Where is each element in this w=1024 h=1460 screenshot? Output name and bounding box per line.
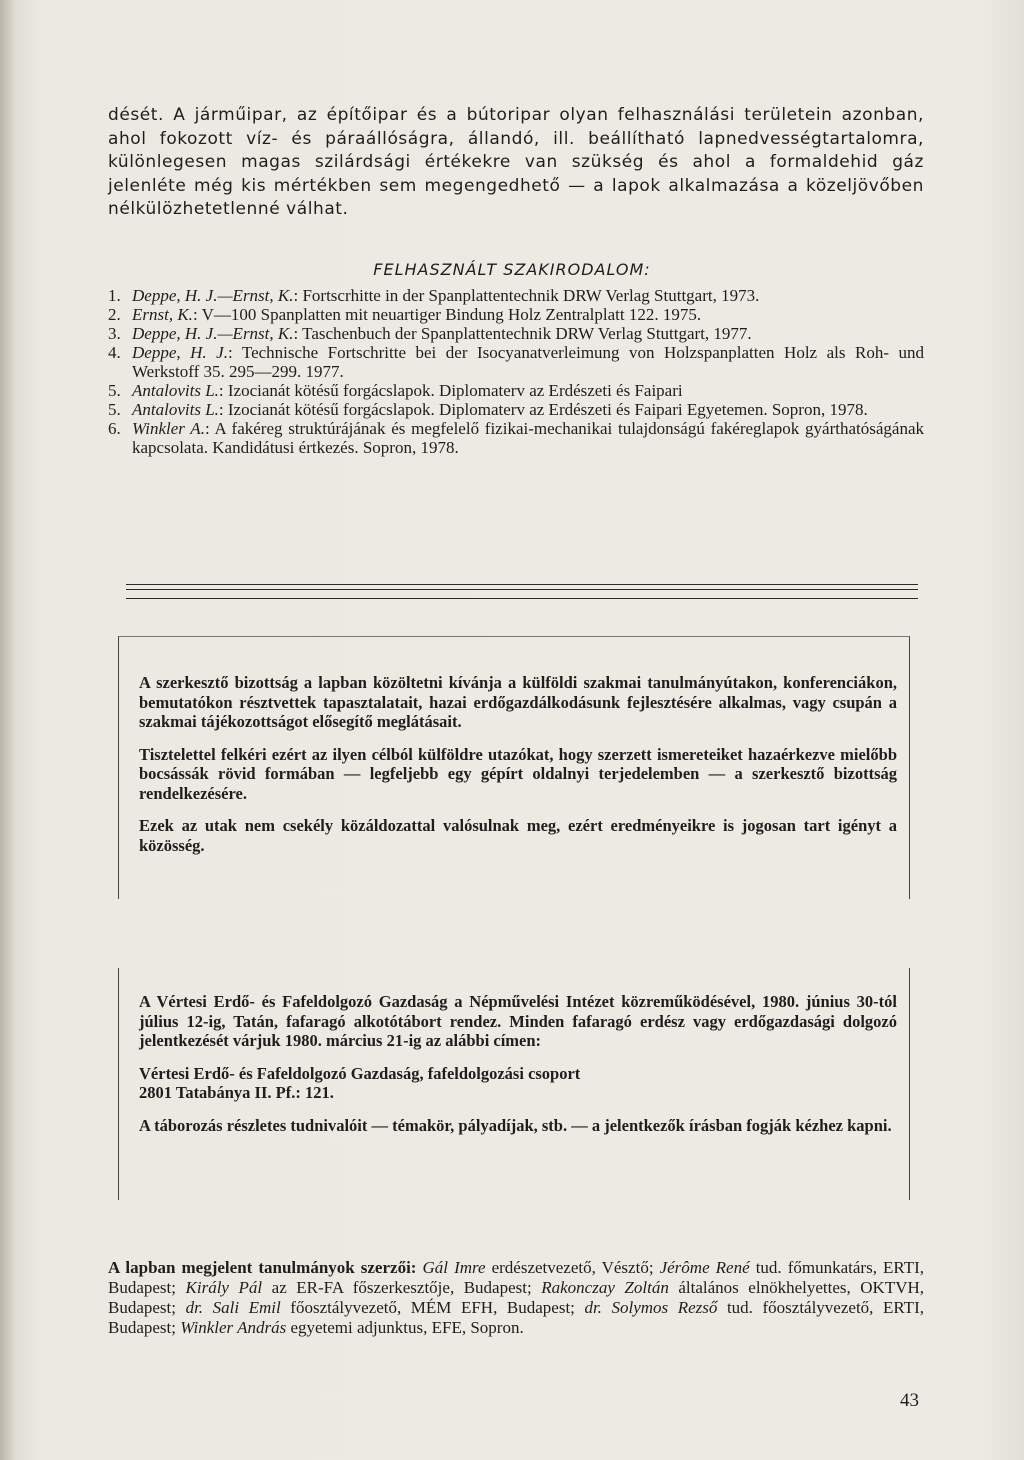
notice-paragraph: A szerkesztő bizottság a lapban közöltetni kívánja a külföldi szakmai tanulmányútakon, konferenciákon, bemutatókon résztvettek tapasztalatait, hazai erdőgazdálkodásunk fejlesztésére alkalmas, vagy csupán a szakmai tájékozottságot elősegítő meglátásait. [139, 673, 897, 731]
reference-item: 4. Deppe, H. J.: Technische Fortschritte bei der Isocyanatverleimung von Holzspanplatten Holz als Roh- und Werkstoff 35. 295—299. 1977. [108, 343, 924, 381]
section-divider [126, 584, 918, 590]
announcement-paragraph: A táborozás részletes tudnivalóit — témakör, pályadíjak, stb. — a jelentkezők írásban fogják kézhez kapni. [139, 1115, 892, 1135]
intro-paragraph: dését. A járműipar, az építőipar és a bútoripar olyan felhasználási területein azonban, ahol fokozott víz- és páraállóságra, állandó, ill. beállítható lapnedvességtartalomra, különlegesen magas szilárdsági értékekre van szükség és ahol a formaldehid gáz jelenléte még kis mértékben sem megengedhető — a lapok alkalmazása a közeljövőben nélkülözhetetlenné válhat. [108, 105, 924, 220]
reference-list [108, 286, 924, 457]
camp-announcement-box [118, 968, 910, 1200]
reference-item: 6. Winkler A.: A fakéreg struktúrájának és megfelelő fizikai-mechanikai tulajdonságú fakéreglapok gyárthatóságának kapcsolata. Kandidátusi értkezés. Sopron, 1978. [108, 419, 924, 457]
page-number: 43 [900, 1390, 919, 1411]
section-divider [126, 598, 918, 599]
notice-paragraph: Tisztelettel felkéri ezért az ilyen célból külföldre utazókat, hogy szerzett ismereteiket hazaérkezve mielőbb bocsássák rövid formában — legfeljebb egy gépírt oldalnyi terjedelemben — a szerkesztő bizottság rendelkezésére. [139, 744, 897, 803]
authors-paragraph: A lapban megjelent tanulmányok szerzői: Gál Imre erdészetvezető, Vésztő; Jérôme René tud. főmunkatárs, ERTI, Budapest; Király Pál az ER-FA főszerkesztője, Budapest; Rakonczay Zoltán általános elnökhelyettes, OKTVH, Budapest; dr. Sali Emil főosztályvezető, MÉM EFH, Budapest; dr. Solymos Rezső tud. főosztályvezető, ERTI, Budapest; Winkler András egyetemi adjunktus, EFE, Sopron. [108, 1258, 925, 1337]
literature-heading: FELHASZNÁLT SZAKIRODALOM: [373, 260, 651, 279]
reference-item: 3. Deppe, H. J.—Ernst, K.: Taschenbuch der Spanplattentechnik DRW Verlag Stuttgart, 1977. [108, 324, 752, 343]
reference-item: 5. Antalovits L.: Izocianát kötésű forgácslapok. Diplomaterv az Erdészeti és Faipari Egyetemen. Sopron, 1978. [108, 400, 868, 419]
reference-item: 2. Ernst, K.: V—100 Spanplatten mit neuartiger Bindung Holz Zentralplatt 122. 1975. [108, 305, 702, 324]
notice-paragraph: Ezek az utak nem csekély közáldozattal valósulnak meg, ezért eredményeikre is jogosan tart igényt a közösség. [139, 816, 897, 855]
editorial-notice-box [118, 636, 910, 899]
editorial-notice-text [139, 673, 897, 868]
reference-item: 1. Deppe, H. J.—Ernst, K.: Fortscrhitte in der Spanplattentechnik DRW Verlag Stuttgart, 1973. [108, 286, 760, 305]
reference-item: 5. Antalovits L.: Izocianát kötésű forgácslapok. Diplomaterv az Erdészeti és Faipari [108, 381, 683, 400]
camp-announcement-text [139, 992, 897, 1148]
address-line: 2801 Tatabánya II. Pf.: 121. [139, 1083, 334, 1102]
address-line: Vértesi Erdő- és Fafeldolgozó Gazdaság, fafeldolgozási csoport [139, 1063, 581, 1083]
binding-shadow [0, 0, 14, 1460]
announcement-paragraph: A Vértesi Erdő- és Fafeldolgozó Gazdaság a Népművelési Intézet közreműködésével, 1980. június 30-tól július 12-ig, Tatán, fafaragó alkotótábort rendez. Minden fafaragó erdész vagy erdőgazdasági dolgozó jelentkezését várjuk 1980. március 21-ig az alábbi címen: [139, 992, 897, 1050]
